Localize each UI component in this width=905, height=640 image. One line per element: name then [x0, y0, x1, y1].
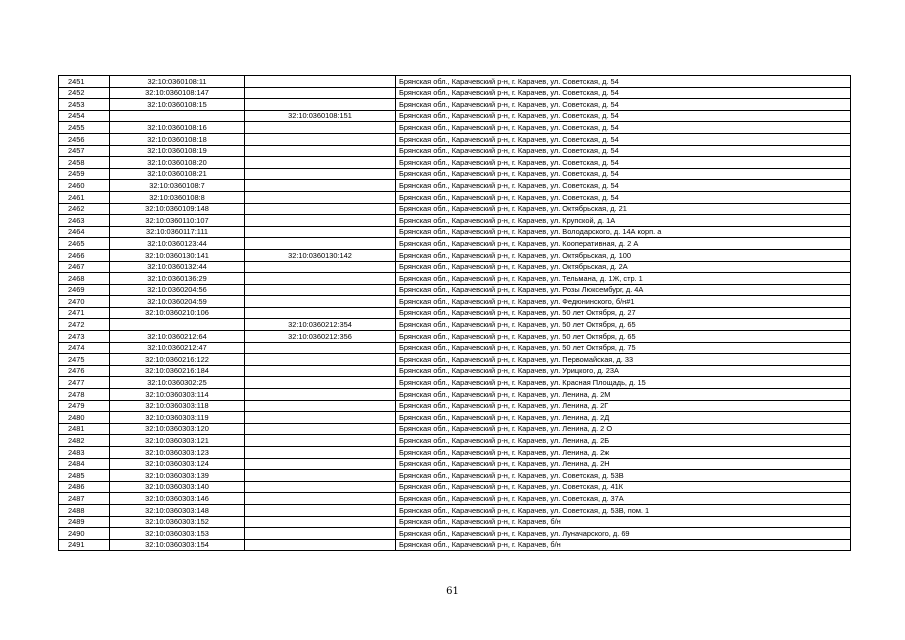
building-cadastral-number-cell: [245, 203, 396, 215]
table-row: [59, 435, 851, 447]
cadastral-number-cell: 32:10:0360212:47: [110, 342, 245, 354]
cadastral-number-cell: 32:10:0360108:8: [110, 191, 245, 203]
cadastral-number-cell: 32:10:0360130:141: [110, 249, 245, 261]
address-cell: Брянская обл., Карачевский р-н, г. Карачев, ул. Ленина, д. 2М: [396, 389, 851, 401]
building-cadastral-number-cell: [245, 389, 396, 401]
building-cadastral-number-cell: [245, 377, 396, 389]
row-number-cell: 2459: [59, 168, 110, 180]
cadastral-number-cell: 32:10:0360303:121: [110, 435, 245, 447]
row-number-cell: 2458: [59, 157, 110, 169]
address-cell: Брянская обл., Карачевский р-н, г. Карачев, ул. Советская, д. 54: [396, 168, 851, 180]
address-cell: Брянская обл., Карачевский р-н, г. Карачев, ул. 50 лет Октября, д. 65: [396, 331, 851, 343]
cadastral-number-cell: 32:10:0360108:15: [110, 99, 245, 111]
row-number-cell: 2465: [59, 238, 110, 250]
building-cadastral-number-cell: [245, 191, 396, 203]
table-row: [59, 238, 851, 250]
row-number-cell: 2483: [59, 447, 110, 459]
building-cadastral-number-cell: [245, 215, 396, 227]
table-row: [59, 249, 851, 261]
cadastral-number-cell: 32:10:0360303:152: [110, 516, 245, 528]
table-row: [59, 504, 851, 516]
row-number-cell: 2485: [59, 470, 110, 482]
building-cadastral-number-cell: [245, 180, 396, 192]
building-cadastral-number-cell: [245, 99, 396, 111]
row-number-cell: 2454: [59, 110, 110, 122]
building-cadastral-number-cell: [245, 481, 396, 493]
address-cell: Брянская обл., Карачевский р-н, г. Карачев, ул. Луначарского, д. 69: [396, 528, 851, 540]
building-cadastral-number-cell: 32:10:0360212:356: [245, 331, 396, 343]
row-number-cell: 2477: [59, 377, 110, 389]
table-row: [59, 493, 851, 505]
address-cell: Брянская обл., Карачевский р-н, г. Карачев, ул. Октябрьская, д. 100: [396, 249, 851, 261]
cadastral-number-cell: 32:10:0360303:140: [110, 481, 245, 493]
row-number-cell: 2468: [59, 273, 110, 285]
row-number-cell: 2486: [59, 481, 110, 493]
address-cell: Брянская обл., Карачевский р-н, г. Карачев, ул. Первомайская, д. 33: [396, 354, 851, 366]
cadastral-number-cell: [110, 319, 245, 331]
address-cell: Брянская обл., Карачевский р-н, г. Карачев, ул. Октябрьская, д. 21: [396, 203, 851, 215]
building-cadastral-number-cell: [245, 504, 396, 516]
building-cadastral-number-cell: [245, 133, 396, 145]
cadastral-number-cell: 32:10:0360303:120: [110, 423, 245, 435]
address-cell: Брянская обл., Карачевский р-н, г. Карачев, ул. Советская, д. 37А: [396, 493, 851, 505]
cadastral-number-cell: 32:10:0360117:111: [110, 226, 245, 238]
cadastral-number-cell: 32:10:0360216:184: [110, 365, 245, 377]
building-cadastral-number-cell: [245, 284, 396, 296]
building-cadastral-number-cell: [245, 307, 396, 319]
cadastral-number-cell: 32:10:0360108:7: [110, 180, 245, 192]
row-number-cell: 2482: [59, 435, 110, 447]
table-row: [59, 122, 851, 134]
table-row: [59, 145, 851, 157]
table-row: [59, 342, 851, 354]
address-cell: Брянская обл., Карачевский р-н, г. Карачев, ул. Тельмана, д. 1Ж, стр. 1: [396, 273, 851, 285]
table-row: [59, 365, 851, 377]
row-number-cell: 2488: [59, 504, 110, 516]
row-number-cell: 2451: [59, 76, 110, 88]
building-cadastral-number-cell: [245, 342, 396, 354]
table-row: [59, 191, 851, 203]
row-number-cell: 2490: [59, 528, 110, 540]
row-number-cell: 2489: [59, 516, 110, 528]
row-number-cell: 2462: [59, 203, 110, 215]
table-row: [59, 226, 851, 238]
row-number-cell: 2491: [59, 539, 110, 551]
row-number-cell: 2460: [59, 180, 110, 192]
row-number-cell: 2478: [59, 389, 110, 401]
cadastral-number-cell: 32:10:0360110:107: [110, 215, 245, 227]
address-cell: Брянская обл., Карачевский р-н, г. Карачев, ул. Советская, д. 41К: [396, 481, 851, 493]
table-row: [59, 76, 851, 88]
address-cell: Брянская обл., Карачевский р-н, г. Карачев, ул. Советская, д. 54: [396, 180, 851, 192]
address-cell: Брянская обл., Карачевский р-н, г. Карачев, ул. 50 лет Октября, д. 65: [396, 319, 851, 331]
row-number-cell: 2481: [59, 423, 110, 435]
building-cadastral-number-cell: [245, 458, 396, 470]
table-row: [59, 133, 851, 145]
table-row: [59, 157, 851, 169]
building-cadastral-number-cell: 32:10:0360108:151: [245, 110, 396, 122]
row-number-cell: 2479: [59, 400, 110, 412]
cadastral-number-cell: 32:10:0360302:25: [110, 377, 245, 389]
table-row: [59, 400, 851, 412]
cadastral-number-cell: 32:10:0360303:154: [110, 539, 245, 551]
row-number-cell: 2463: [59, 215, 110, 227]
table-row: [59, 481, 851, 493]
table-row: [59, 215, 851, 227]
address-cell: Брянская обл., Карачевский р-н, г. Карачев, ул. Советская, д. 54: [396, 110, 851, 122]
cadastral-number-cell: 32:10:0360303:124: [110, 458, 245, 470]
cadastral-number-cell: 32:10:0360136:29: [110, 273, 245, 285]
building-cadastral-number-cell: [245, 435, 396, 447]
table-row: [59, 261, 851, 273]
row-number-cell: 2455: [59, 122, 110, 134]
address-cell: Брянская обл., Карачевский р-н, г. Карачев, ул. Ленина, д. 2Н: [396, 458, 851, 470]
building-cadastral-number-cell: [245, 400, 396, 412]
row-number-cell: 2457: [59, 145, 110, 157]
cadastral-number-cell: 32:10:0360108:20: [110, 157, 245, 169]
building-cadastral-number-cell: 32:10:0360212:354: [245, 319, 396, 331]
building-cadastral-number-cell: [245, 423, 396, 435]
cadastral-number-cell: 32:10:0360303:153: [110, 528, 245, 540]
address-cell: Брянская обл., Карачевский р-н, г. Карачев, ул. Советская, д. 54: [396, 87, 851, 99]
address-cell: Брянская обл., Карачевский р-н, г. Карачев, ул. Красная Площадь, д. 15: [396, 377, 851, 389]
building-cadastral-number-cell: [245, 273, 396, 285]
building-cadastral-number-cell: [245, 168, 396, 180]
table-row: [59, 354, 851, 366]
cadastral-number-cell: 32:10:0360108:11: [110, 76, 245, 88]
table-row: [59, 412, 851, 424]
address-cell: Брянская обл., Карачевский р-н, г. Карачев, ул. Урицкого, д. 23А: [396, 365, 851, 377]
address-cell: Брянская обл., Карачевский р-н, г. Карачев, ул. Ленина, д. 2Д: [396, 412, 851, 424]
building-cadastral-number-cell: [245, 412, 396, 424]
table-row: [59, 447, 851, 459]
table-row: [59, 87, 851, 99]
row-number-cell: 2480: [59, 412, 110, 424]
table-row: [59, 423, 851, 435]
row-number-cell: 2484: [59, 458, 110, 470]
row-number-cell: 2456: [59, 133, 110, 145]
address-cell: Брянская обл., Карачевский р-н, г. Карачев, ул. Советская, д. 54: [396, 76, 851, 88]
table-row: [59, 528, 851, 540]
table-row: [59, 470, 851, 482]
building-cadastral-number-cell: [245, 296, 396, 308]
row-number-cell: 2474: [59, 342, 110, 354]
address-cell: Брянская обл., Карачевский р-н, г. Карачев, ул. Советская, д. 54: [396, 157, 851, 169]
table-row: [59, 539, 851, 551]
table-row: [59, 273, 851, 285]
address-cell: Брянская обл., Карачевский р-н, г. Карачев, ул. Советская, д. 53В, пом. 1: [396, 504, 851, 516]
cadastral-number-cell: 32:10:0360204:59: [110, 296, 245, 308]
row-number-cell: 2472: [59, 319, 110, 331]
address-cell: Брянская обл., Карачевский р-н, г. Карачев, ул. Советская, д. 54: [396, 145, 851, 157]
table-row: [59, 296, 851, 308]
page-number: 61: [446, 586, 459, 597]
building-cadastral-number-cell: [245, 354, 396, 366]
cadastral-number-cell: [110, 110, 245, 122]
table-body: [59, 76, 851, 551]
address-cell: Брянская обл., Карачевский р-н, г. Карачев, ул. Советская, д. 54: [396, 133, 851, 145]
cadastral-number-cell: 32:10:0360303:114: [110, 389, 245, 401]
row-number-cell: 2461: [59, 191, 110, 203]
building-cadastral-number-cell: [245, 76, 396, 88]
cadastral-number-cell: 32:10:0360303:119: [110, 412, 245, 424]
address-cell: Брянская обл., Карачевский р-н, г. Карачев, ул. Советская, д. 54: [396, 122, 851, 134]
cadastral-number-cell: 32:10:0360303:123: [110, 447, 245, 459]
table-row: [59, 99, 851, 111]
table-row: [59, 389, 851, 401]
row-number-cell: 2469: [59, 284, 110, 296]
table-row: [59, 516, 851, 528]
address-cell: Брянская обл., Карачевский р-н, г. Карачев, ул. 50 лет Октября, д. 75: [396, 342, 851, 354]
address-cell: Брянская обл., Карачевский р-н, г. Карачев, б/н: [396, 516, 851, 528]
address-cell: Брянская обл., Карачевский р-н, г. Карачев, ул. Ленина, д. 2Б: [396, 435, 851, 447]
property-table: [58, 75, 851, 551]
cadastral-number-cell: 32:10:0360108:18: [110, 133, 245, 145]
row-number-cell: 2475: [59, 354, 110, 366]
table-row: [59, 307, 851, 319]
table-row: [59, 458, 851, 470]
table-row: [59, 331, 851, 343]
row-number-cell: 2452: [59, 87, 110, 99]
address-cell: Брянская обл., Карачевский р-н, г. Карачев, ул. Ленина, д. 2ж: [396, 447, 851, 459]
address-cell: Брянская обл., Карачевский р-н, г. Карачев, ул. Октябрьская, д. 2А: [396, 261, 851, 273]
row-number-cell: 2473: [59, 331, 110, 343]
cadastral-number-cell: 32:10:0360108:21: [110, 168, 245, 180]
row-number-cell: 2464: [59, 226, 110, 238]
address-cell: Брянская обл., Карачевский р-н, г. Карачев, ул. Крупской, д. 1А: [396, 215, 851, 227]
building-cadastral-number-cell: [245, 539, 396, 551]
table-row: [59, 203, 851, 215]
building-cadastral-number-cell: [245, 447, 396, 459]
cadastral-number-cell: 32:10:0360303:148: [110, 504, 245, 516]
building-cadastral-number-cell: 32:10:0360130:142: [245, 249, 396, 261]
table-row: [59, 168, 851, 180]
building-cadastral-number-cell: [245, 122, 396, 134]
cadastral-number-cell: 32:10:0360109:148: [110, 203, 245, 215]
row-number-cell: 2466: [59, 249, 110, 261]
building-cadastral-number-cell: [245, 470, 396, 482]
address-cell: Брянская обл., Карачевский р-н, г. Карачев, б/н: [396, 539, 851, 551]
building-cadastral-number-cell: [245, 145, 396, 157]
cadastral-number-cell: 32:10:0360132:44: [110, 261, 245, 273]
address-cell: Брянская обл., Карачевский р-н, г. Карачев, ул. Федюнинского, б/н#1: [396, 296, 851, 308]
cadastral-number-cell: 32:10:0360212:64: [110, 331, 245, 343]
building-cadastral-number-cell: [245, 261, 396, 273]
cadastral-number-cell: 32:10:0360123:44: [110, 238, 245, 250]
cadastral-number-cell: 32:10:0360210:106: [110, 307, 245, 319]
cadastral-number-cell: 32:10:0360204:56: [110, 284, 245, 296]
row-number-cell: 2471: [59, 307, 110, 319]
address-cell: Брянская обл., Карачевский р-н, г. Карачев, ул. Советская, д. 54: [396, 99, 851, 111]
address-cell: Брянская обл., Карачевский р-н, г. Карачев, ул. Ленина, д. 2 О: [396, 423, 851, 435]
building-cadastral-number-cell: [245, 493, 396, 505]
row-number-cell: 2476: [59, 365, 110, 377]
row-number-cell: 2470: [59, 296, 110, 308]
address-cell: Брянская обл., Карачевский р-н, г. Карачев, ул. Розы Люксембург, д. 4А: [396, 284, 851, 296]
row-number-cell: 2467: [59, 261, 110, 273]
building-cadastral-number-cell: [245, 238, 396, 250]
table-row: [59, 284, 851, 296]
address-cell: Брянская обл., Карачевский р-н, г. Карачев, ул. Володарского, д. 14А корп. а: [396, 226, 851, 238]
row-number-cell: 2487: [59, 493, 110, 505]
cadastral-number-cell: 32:10:0360303:139: [110, 470, 245, 482]
cadastral-number-cell: 32:10:0360303:118: [110, 400, 245, 412]
cadastral-number-cell: 32:10:0360108:19: [110, 145, 245, 157]
cadastral-number-cell: 32:10:0360108:16: [110, 122, 245, 134]
building-cadastral-number-cell: [245, 516, 396, 528]
building-cadastral-number-cell: [245, 157, 396, 169]
address-cell: Брянская обл., Карачевский р-н, г. Карачев, ул. Советская, д. 54: [396, 191, 851, 203]
address-cell: Брянская обл., Карачевский р-н, г. Карачев, ул. Кооперативная, д. 2 А: [396, 238, 851, 250]
row-number-cell: 2453: [59, 99, 110, 111]
address-cell: Брянская обл., Карачевский р-н, г. Карачев, ул. Ленина, д. 2Г: [396, 400, 851, 412]
table-row: [59, 110, 851, 122]
cadastral-number-cell: 32:10:0360108:147: [110, 87, 245, 99]
address-cell: Брянская обл., Карачевский р-н, г. Карачев, ул. 50 лет Октября, д. 27: [396, 307, 851, 319]
building-cadastral-number-cell: [245, 226, 396, 238]
cadastral-number-cell: 32:10:0360303:146: [110, 493, 245, 505]
table-row: [59, 180, 851, 192]
building-cadastral-number-cell: [245, 528, 396, 540]
address-cell: Брянская обл., Карачевский р-н, г. Карачев, ул. Советская, д. 53В: [396, 470, 851, 482]
cadastral-number-cell: 32:10:0360216:122: [110, 354, 245, 366]
table-row: [59, 377, 851, 389]
building-cadastral-number-cell: [245, 87, 396, 99]
building-cadastral-number-cell: [245, 365, 396, 377]
table-row: [59, 319, 851, 331]
